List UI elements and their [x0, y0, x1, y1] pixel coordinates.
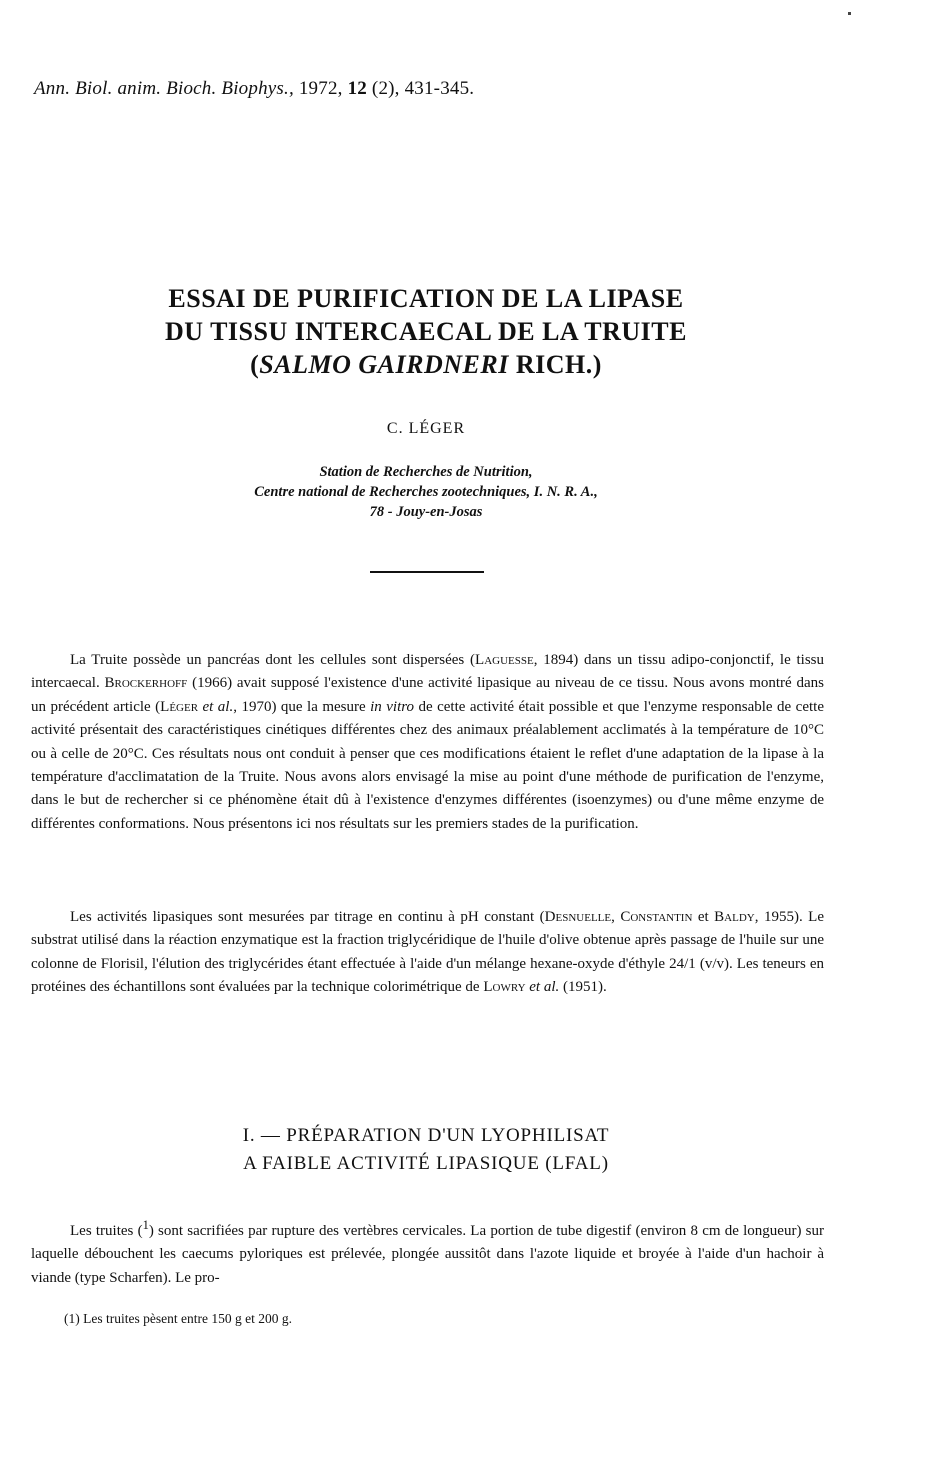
citation-journal: Ann. Biol. anim. Bioch. Biophys.,: [34, 78, 294, 99]
text-run: de cette activité était possible et que l'enzyme responsable de cette activité présentait des caractéristiques cinétiques différentes chez des animaux préalablement acclimatés à la température de 10°C ou à celle de 20°C. Ces résultats nous ont conduit à penser que ces modifications étaient le reflet d'une adaptation de la lipase à la température d'acclimatation de la Truite. Nous avons alors envisagé la mise au point d'une méthode de purification de l'enzyme, dans le but de rechercher si ce phénomène était dû à l'existence d'enzymes différentes (isoenzymes) ou d'une même enzyme de différentes conformations. Nous présentons ici nos résultats sur les premiers stades de la purification.: [31, 698, 824, 832]
footnote-text: Les truites pèsent entre 150 g et 200 g.: [79, 1311, 292, 1326]
title-line-1: ESSAI DE PURIFICATION DE LA LIPASE: [168, 284, 684, 313]
text-run: , 1894) dans un tissu adipo-conjonctif, le tissu intercaecal.: [31, 652, 824, 692]
citation-volume: 12: [347, 78, 367, 99]
affiliation-line-1: Station de Recherches de Nutrition,: [319, 464, 533, 480]
text-run: (1966) avait supposé l'existence d'une activité lipasique au niveau de ce tissu. Nous avons montré dans un précédent article (: [31, 675, 825, 715]
author-reference: Laguesse: [475, 652, 534, 668]
text-run: , 1970) que la mesure: [233, 698, 371, 715]
scan-speck: [848, 12, 851, 15]
author-reference: Desnuelle: [544, 909, 612, 925]
text-run: ) sont sacrifiées par rupture des vertèbres cervicales. La portion de tube digestif (environ 8 cm de longueur) sur laquelle débouchent les caecums pyloriques est prélevée, plongée aussitôt dans l'azote liquide et broyée à l'aide d'un hachoir à viande (type Scharfen). Le pro-: [31, 1223, 824, 1286]
text-run: Les activités lipasiques sont mesurées par titrage en continu à pH constant (: [70, 909, 545, 925]
author-reference: Constantin: [620, 909, 693, 925]
section-paragraph: [31, 1214, 824, 1290]
section-heading: [0, 1122, 852, 1178]
author-reference: Lowry: [483, 979, 526, 996]
section-heading-line-1: I. — PRÉPARATION D'UN LYOPHILISAT: [242, 1125, 610, 1146]
citation-issue-pages: (2), 431-345.: [371, 78, 475, 99]
footnote: [64, 1311, 292, 1327]
affiliation-line-3: 78 - Jouy-en-Josas: [369, 504, 483, 520]
title-divider: [370, 571, 484, 573]
methods-paragraph: [31, 906, 824, 1000]
author-reference: Léger: [160, 698, 199, 715]
text-run: (1951).: [559, 979, 607, 996]
author-reference: Baldy: [714, 909, 755, 925]
title-species: SALMO GAIRDNERI: [259, 350, 509, 379]
et-al: et al.: [529, 979, 560, 996]
in-vitro-term: in vitro: [370, 698, 415, 715]
footnote-marker: 1: [142, 1218, 149, 1232]
intro-paragraph: [31, 649, 824, 836]
title-rest: RICH.): [508, 350, 602, 379]
article-title: [0, 282, 852, 381]
citation-year: 1972,: [298, 78, 343, 99]
journal-citation: [34, 78, 474, 100]
author-reference: Brockerhoff: [104, 675, 188, 692]
affiliation-line-2: Centre national de Recherches zootechniques, I. N. R. A.,: [254, 484, 598, 500]
title-line-3: [0, 348, 852, 381]
text-run: et: [692, 909, 715, 925]
et-al: et al.: [202, 698, 234, 715]
section-heading-line-2: A FAIBLE ACTIVITÉ LIPASIQUE (LFAL): [243, 1153, 609, 1174]
footnote-number: (1): [64, 1311, 80, 1326]
title-paren-open: (: [250, 350, 260, 379]
text-run: Les truites (: [70, 1223, 143, 1239]
affiliation: [0, 462, 852, 522]
title-line-2: DU TISSU INTERCAECAL DE LA TRUITE: [165, 317, 687, 346]
text-run: La Truite possède un pancréas dont les cellules sont dispersées (: [70, 652, 476, 668]
author-name: C. LÉGER: [386, 420, 466, 437]
text-run: , 1955). Le substrat utilisé dans la réaction enzymatique est la fraction triglycéridique de l'huile d'olive obtenue après passage de l'huile sur une colonne de Florisil, l'élution des triglycérides étant effectuée à l'aide d'un mélange hexane-oxyde d'éthyle 24/1 (v/v). Les teneurs en protéines des échantillons sont évaluées par la technique colorimétrique de: [31, 909, 824, 996]
text-run: ,: [611, 909, 621, 925]
